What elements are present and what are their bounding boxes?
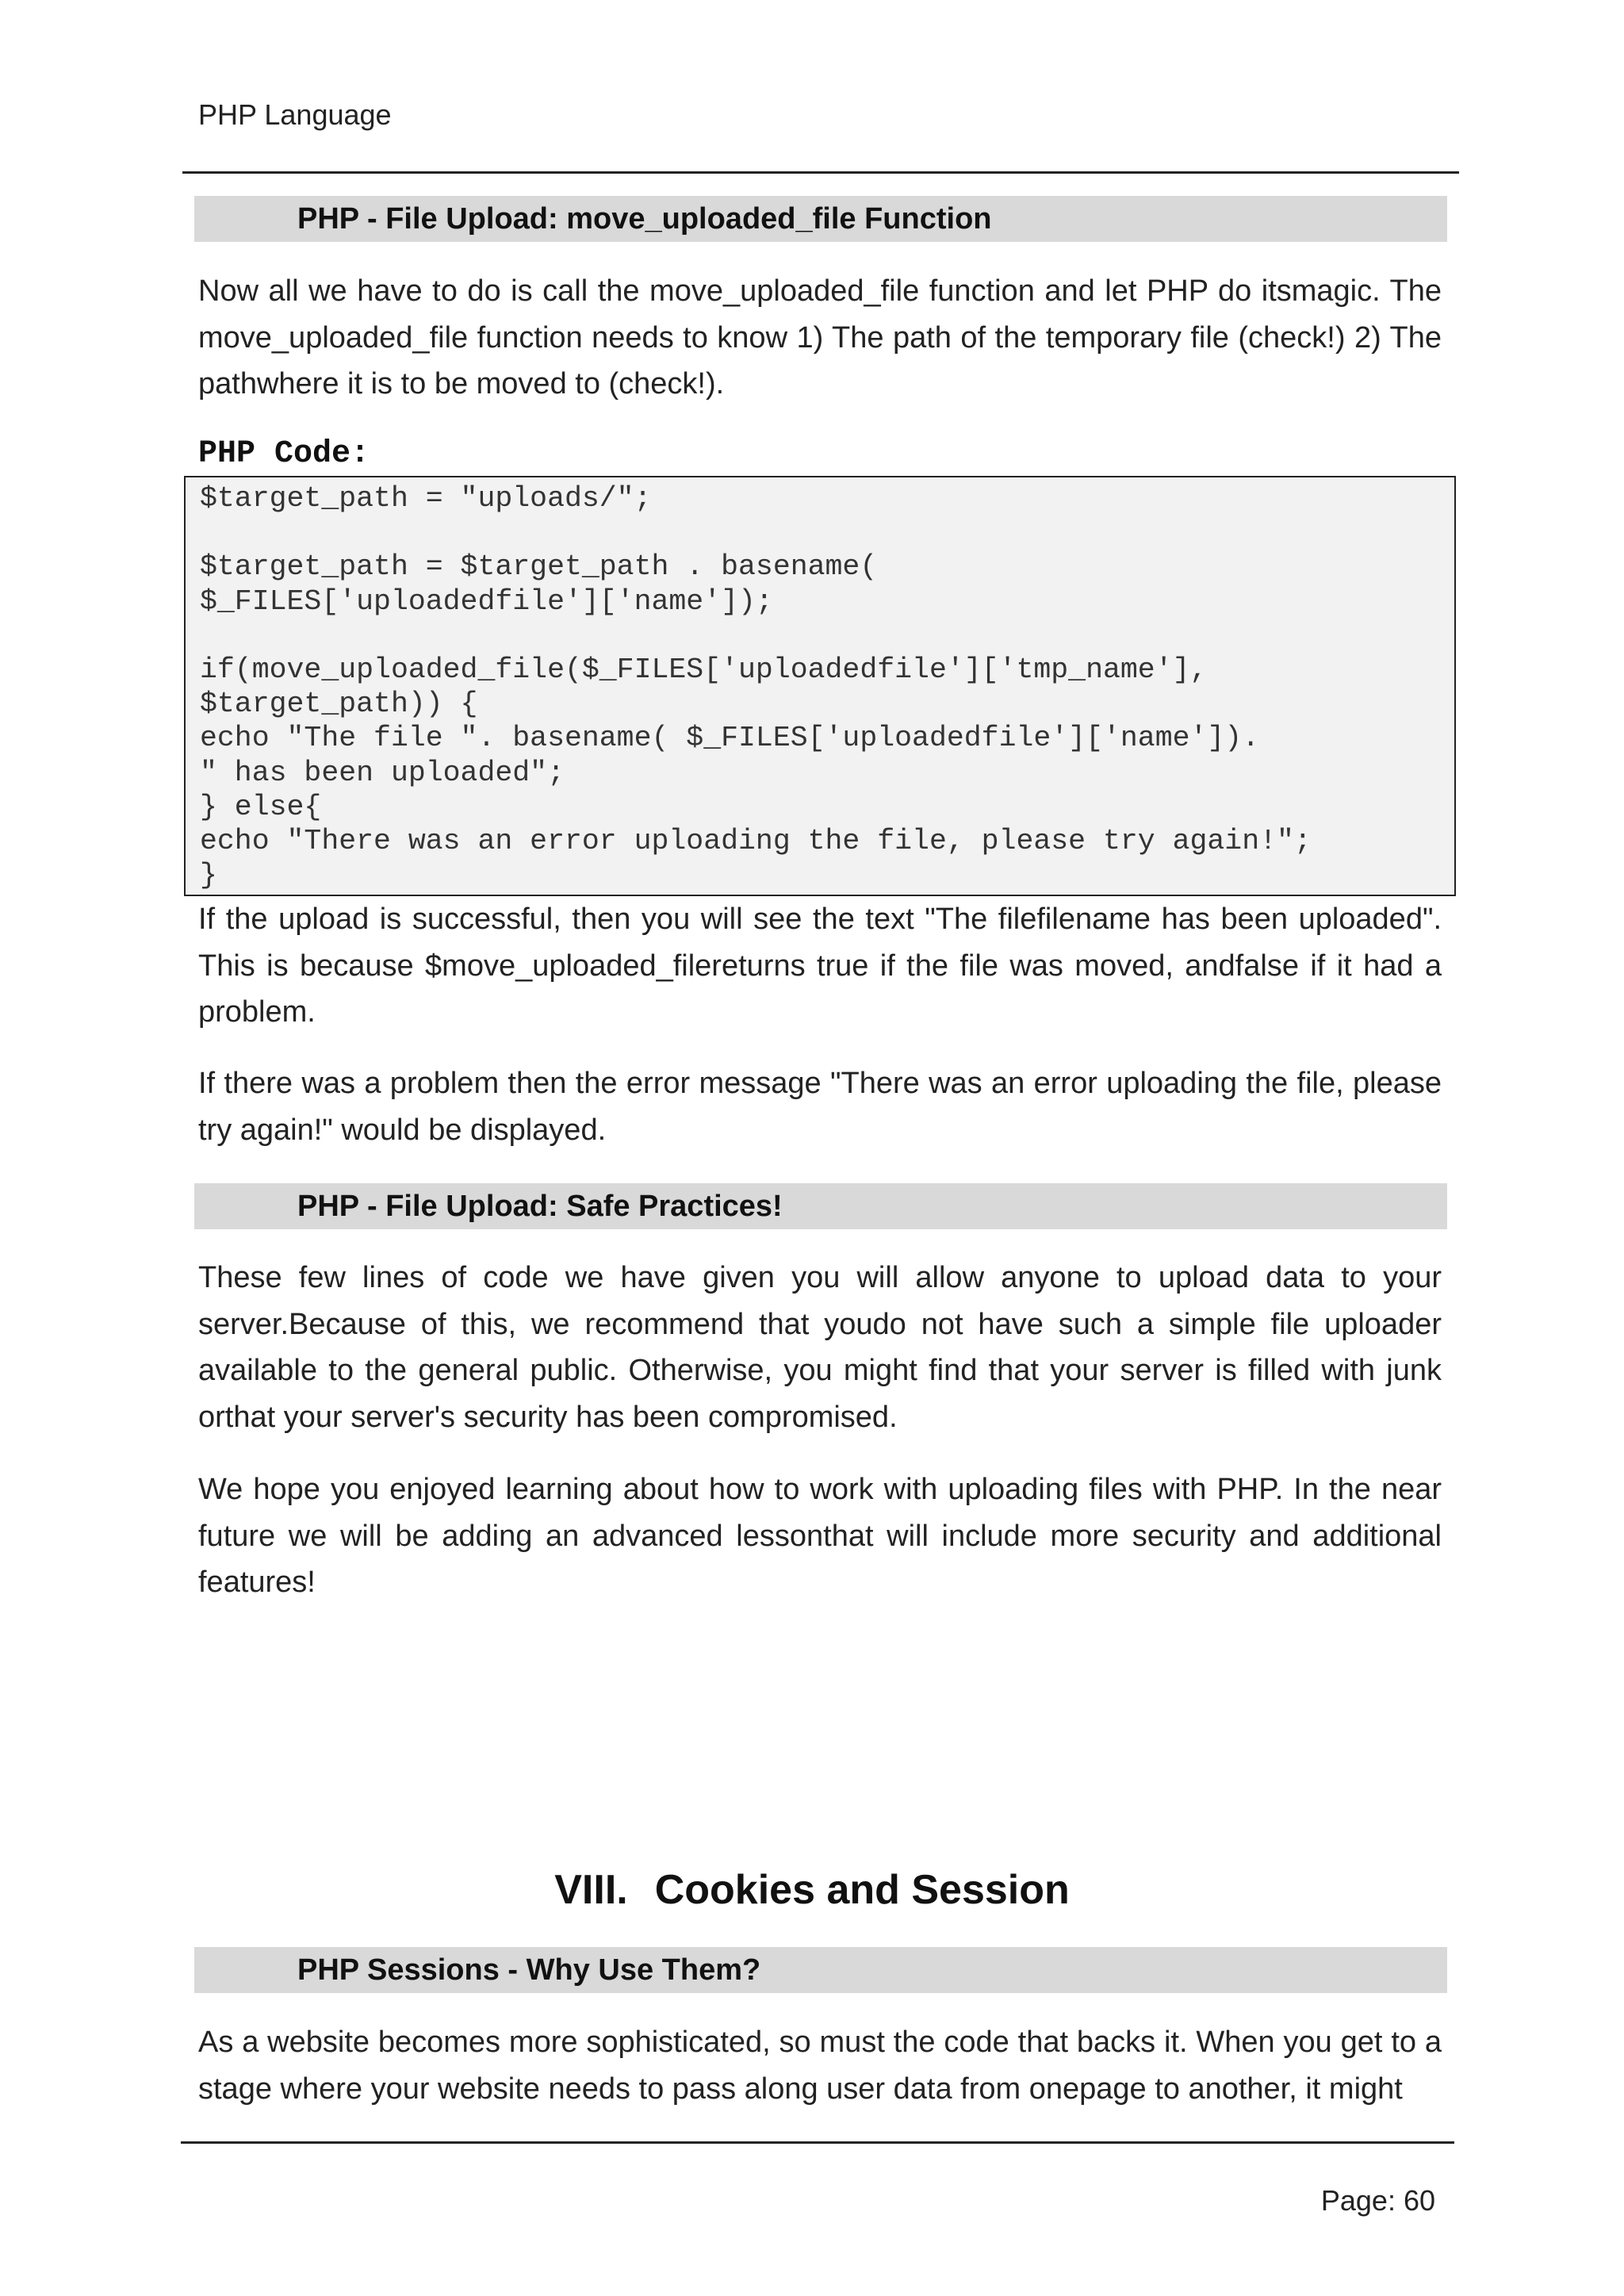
section-heading: PHP Sessions - Why Use Them? <box>297 1953 761 1987</box>
body-paragraph: We hope you enjoyed learning about how to work with uploading files with PHP. In the near future we will be adding an advanced lessonthat will include more security and additional features! <box>198 1473 1442 1599</box>
code-line: echo "There was an error uploading the file, please try again!"; <box>200 824 1312 857</box>
section-heading: PHP - File Upload: Safe Practices! <box>297 1190 783 1223</box>
code-line: echo "The file ". basename( $_FILES['uploadedfile']['name']). <box>200 722 1260 755</box>
code-line: $target_path = "uploads/"; <box>200 482 652 515</box>
code-line: if(move_uploaded_file($_FILES['uploadedfile']['tmp_name'], <box>200 653 1208 686</box>
section-heading-bar <box>194 196 1447 242</box>
code-line: } <box>200 859 217 892</box>
section-heading: PHP - File Upload: move_uploaded_file Function <box>297 202 992 236</box>
body-paragraph: If there was a problem then the error message "There was an error uploading the file, please try again!" would be displayed. <box>198 1067 1442 1147</box>
code-label: PHP Code: <box>198 436 370 472</box>
body-paragraph: As a website becomes more sophisticated, so must the code that backs it. When you get to a stage where your website needs to pass along user data from onepage to another, it might <box>198 2026 1442 2106</box>
code-line: $_FILES['uploadedfile']['name']); <box>200 585 773 618</box>
section-heading-bar <box>194 1183 1447 1229</box>
chapter-title: Cookies and Session <box>654 1867 1070 1913</box>
chapter-number: VIII. <box>554 1867 628 1913</box>
code-line: } else{ <box>200 790 322 823</box>
header-rule <box>182 171 1459 174</box>
code-line: $target_path)) { <box>200 688 478 721</box>
chapter-heading <box>0 1866 1624 1914</box>
page-number: Page: 60 <box>1320 2184 1435 2217</box>
body-paragraph: These few lines of code we have given you will allow anyone to upload data to your server.Because of this, we recommend that youdo not have such a simple file uploader available to the general public. Otherwise, you might find that your server is filled with junk orthat your server's security has been compromised. <box>198 1261 1442 1434</box>
body-paragraph: Now all we have to do is call the move_uploaded_file function and let PHP do itsmagic. The move_uploaded_file function needs to know 1) The path of the temporary file (check!) 2) The pathwhere it is to be moved to (check!). <box>198 274 1442 401</box>
body-paragraph: If the upload is successful, then you will see the text "The filefilename has been uploaded". This is because $move_uploaded_filereturns true if the file was moved, andfalse if it had a problem. <box>198 903 1442 1029</box>
code-line: " has been uploaded"; <box>200 756 565 789</box>
section-heading-bar <box>194 1947 1447 1993</box>
code-line <box>200 619 1312 653</box>
code-line <box>200 516 1312 550</box>
running-header: PHP Language <box>198 98 392 131</box>
code-line: $target_path = $target_path . basename( <box>200 550 878 584</box>
code-block <box>184 476 1456 896</box>
footer-rule <box>181 2141 1454 2144</box>
